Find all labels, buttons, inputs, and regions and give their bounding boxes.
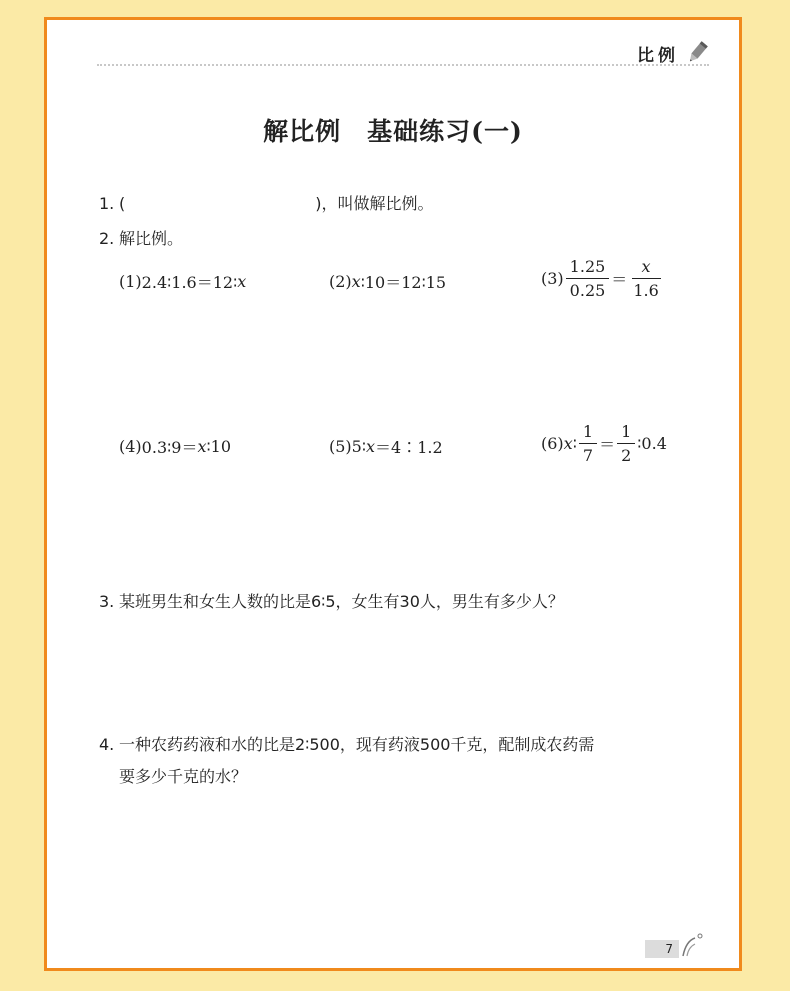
equation-text: ＝4∶1.2: [375, 438, 443, 457]
equation-text: ∶10＝12∶15: [360, 273, 447, 292]
equation-text: 5∶: [351, 437, 367, 456]
question-3: [99, 590, 564, 614]
equation-5: [329, 435, 443, 458]
question-text: 一种农药药液和水的比是2∶500，现有药液500千克，配制成农药需: [119, 735, 595, 754]
denominator: 0.25: [569, 281, 606, 300]
item-label: (1): [119, 272, 142, 291]
denominator: 2: [621, 446, 632, 465]
variable: x: [197, 437, 207, 456]
section-header: [637, 40, 709, 66]
item-label: (4): [119, 437, 142, 456]
denominator: 1.6: [633, 281, 659, 300]
question-number: 4.: [99, 735, 115, 754]
item-label: (3): [541, 269, 564, 288]
worksheet-page: [44, 17, 742, 971]
equation-2: [329, 270, 446, 293]
equation-text: ∶10: [206, 437, 232, 456]
equation-text: 0.3∶9＝: [141, 438, 198, 457]
question-text: )，叫做解比例。: [315, 194, 434, 213]
question-number: 1.: [99, 194, 115, 213]
equation-1: [119, 270, 246, 293]
question-text: 解比例。: [119, 229, 184, 248]
equals-sign: ＝: [611, 270, 628, 289]
question-number: 3.: [99, 592, 115, 611]
swirl-icon: [679, 932, 705, 958]
page-title: 解比例 基础练习(一): [263, 117, 523, 146]
page-number: 7: [645, 940, 679, 958]
equals-sign: ＝: [599, 435, 616, 454]
question-text: 某班男生和女生人数的比是6∶5，女生有30人，男生有多少人？: [119, 592, 564, 611]
variable: x: [366, 437, 376, 456]
variable: x: [351, 272, 361, 291]
numerator: 1: [579, 422, 597, 444]
fraction: [629, 257, 662, 300]
item-label: (5): [329, 437, 352, 456]
header-divider: [97, 64, 709, 66]
pencil-icon: [685, 40, 709, 66]
section-label: 比例: [637, 45, 679, 66]
equation-3: [541, 257, 665, 300]
numerator: 1: [617, 422, 635, 444]
fraction: [579, 422, 597, 465]
open-paren: (: [119, 194, 126, 213]
numerator: x: [632, 257, 661, 279]
equation-text: ∶0.4: [637, 434, 667, 453]
item-label: (2): [329, 272, 352, 291]
question-1: [99, 192, 434, 216]
equation-4: [119, 435, 231, 458]
question-2: [99, 227, 183, 251]
question-4: [99, 733, 594, 757]
numerator: 1.25: [566, 257, 610, 279]
question-number: 2.: [99, 229, 115, 248]
question-4-continued: 要多少千克的水？: [119, 767, 248, 786]
ratio-colon: ∶: [572, 434, 577, 453]
equation-text: 2.4∶1.6＝12∶: [141, 273, 238, 292]
fraction: [566, 257, 610, 300]
denominator: 7: [582, 446, 594, 465]
equation-6: [541, 422, 667, 465]
item-label: (6): [541, 434, 564, 453]
fraction: [617, 422, 635, 465]
variable: x: [563, 434, 573, 453]
variable: x: [237, 272, 247, 291]
